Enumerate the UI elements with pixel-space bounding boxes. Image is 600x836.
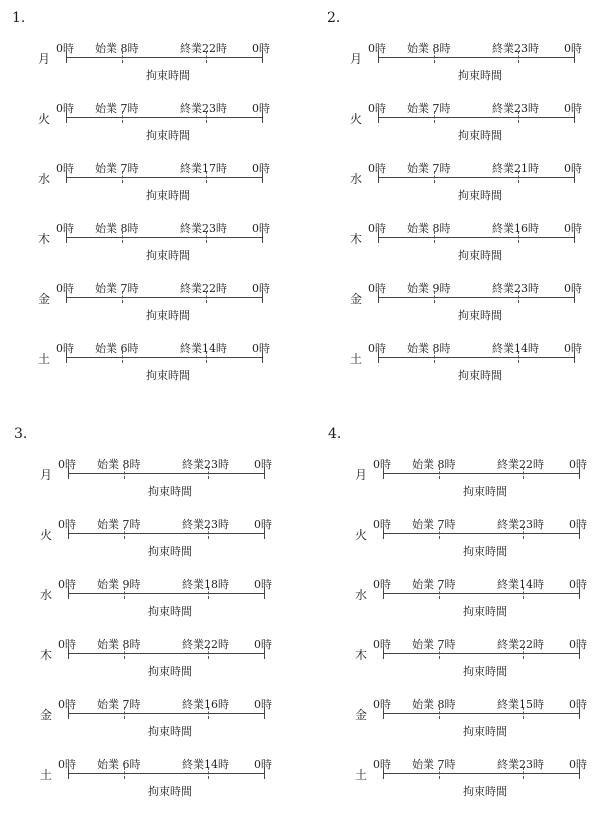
timeline-tick-end (574, 171, 575, 183)
midnight-end-label: 0時 (252, 342, 270, 355)
timeline-tick-work-start (434, 231, 435, 243)
timeline-tick-work-end (523, 587, 524, 599)
day-label: 土 (40, 768, 53, 782)
timeline-tick-work-start (434, 111, 435, 123)
start-time-label: 始業 7時 (95, 162, 139, 175)
restraint-time-caption: 拘束時間 (463, 545, 507, 558)
midnight-start-label: 0時 (58, 458, 76, 471)
timeline-line (68, 773, 264, 774)
timeline-line (383, 473, 579, 474)
timeline-tick-end (262, 171, 263, 183)
timeline-line (378, 177, 574, 178)
timeline-tick-end (262, 231, 263, 243)
timeline-tick-work-start (124, 587, 125, 599)
timeline-line (68, 473, 264, 474)
timeline-tick-work-start (439, 767, 440, 779)
midnight-end-label: 0時 (252, 102, 270, 115)
restraint-time-caption: 拘束時間 (458, 129, 502, 142)
end-time-label: 終業23時 (492, 102, 539, 115)
timeline-tick-end (574, 351, 575, 363)
midnight-end-label: 0時 (254, 578, 272, 591)
timeline-tick-end (574, 231, 575, 243)
start-time-label: 始業 7時 (412, 638, 456, 651)
day-timeline-row (38, 160, 298, 210)
midnight-end-label: 0時 (254, 638, 272, 651)
timeline-tick-start (66, 231, 67, 243)
midnight-start-label: 0時 (58, 518, 76, 531)
timeline-line (66, 117, 262, 118)
timeline-tick-start (378, 171, 379, 183)
timeline-tick-work-start (434, 171, 435, 183)
timeline-tick-end (264, 527, 265, 539)
timeline-tick-work-start (439, 707, 440, 719)
midnight-start-label: 0時 (368, 342, 386, 355)
timeline-tick-end (574, 51, 575, 63)
timeline-line (378, 357, 574, 358)
day-label: 火 (350, 112, 363, 126)
timeline-line (66, 177, 262, 178)
day-label: 火 (355, 528, 368, 542)
midnight-start-label: 0時 (373, 758, 391, 771)
day-timeline-row (350, 160, 600, 210)
timeline-tick-start (66, 351, 67, 363)
day-label: 月 (38, 52, 51, 66)
timeline-tick-work-start (434, 291, 435, 303)
end-time-label: 終業18時 (182, 578, 229, 591)
option-number: 4. (328, 426, 342, 442)
end-time-label: 終業17時 (180, 162, 227, 175)
midnight-end-label: 0時 (564, 162, 582, 175)
midnight-start-label: 0時 (373, 518, 391, 531)
start-time-label: 始業 9時 (97, 578, 141, 591)
timeline-tick-work-end (523, 707, 524, 719)
timeline-tick-work-start (122, 351, 123, 363)
restraint-time-caption: 拘束時間 (463, 785, 507, 798)
restraint-time-caption: 拘束時間 (458, 249, 502, 262)
start-time-label: 始業 9時 (407, 282, 451, 295)
timeline-tick-end (262, 111, 263, 123)
start-time-label: 始業 7時 (95, 282, 139, 295)
day-timeline-row (38, 220, 298, 270)
day-label: 土 (38, 352, 51, 366)
end-time-label: 終業16時 (182, 698, 229, 711)
day-label: 金 (355, 708, 368, 722)
timeline-tick-start (68, 467, 69, 479)
midnight-start-label: 0時 (373, 638, 391, 651)
timeline-tick-work-start (439, 467, 440, 479)
restraint-time-caption: 拘束時間 (146, 189, 190, 202)
midnight-start-label: 0時 (56, 282, 74, 295)
day-label: 水 (40, 588, 53, 602)
start-time-label: 始業 7時 (95, 102, 139, 115)
restraint-time-caption: 拘束時間 (148, 665, 192, 678)
timeline-line (66, 237, 262, 238)
timeline-tick-start (383, 647, 384, 659)
day-timeline-row (355, 456, 600, 506)
midnight-end-label: 0時 (564, 282, 582, 295)
timeline-tick-work-start (124, 707, 125, 719)
timeline-tick-start (383, 707, 384, 719)
day-label: 水 (350, 172, 363, 186)
timeline-tick-start (378, 51, 379, 63)
restraint-time-caption: 拘束時間 (458, 189, 502, 202)
timeline-tick-end (264, 587, 265, 599)
restraint-time-caption: 拘束時間 (463, 485, 507, 498)
day-timeline-row (355, 696, 600, 746)
day-timeline-row (350, 40, 600, 90)
start-time-label: 始業 8時 (95, 222, 139, 235)
midnight-end-label: 0時 (564, 222, 582, 235)
timeline-tick-start (378, 231, 379, 243)
timeline-tick-work-end (206, 231, 207, 243)
end-time-label: 終業23時 (182, 458, 229, 471)
start-time-label: 始業 8時 (407, 222, 451, 235)
midnight-start-label: 0時 (58, 698, 76, 711)
start-time-label: 始業 8時 (407, 342, 451, 355)
midnight-end-label: 0時 (569, 758, 587, 771)
end-time-label: 終業23時 (180, 222, 227, 235)
timeline-line (66, 297, 262, 298)
timeline-tick-work-end (523, 767, 524, 779)
timeline-line (66, 57, 262, 58)
midnight-start-label: 0時 (373, 458, 391, 471)
start-time-label: 始業 7時 (97, 518, 141, 531)
option-3-schedule (40, 456, 300, 836)
restraint-time-caption: 拘束時間 (148, 605, 192, 618)
midnight-start-label: 0時 (56, 342, 74, 355)
day-timeline-row (350, 100, 600, 150)
timeline-tick-start (66, 171, 67, 183)
timeline-tick-end (262, 291, 263, 303)
timeline-tick-start (383, 527, 384, 539)
timeline-line (66, 357, 262, 358)
midnight-end-label: 0時 (569, 698, 587, 711)
restraint-time-caption: 拘束時間 (458, 369, 502, 382)
restraint-time-caption: 拘束時間 (463, 725, 507, 738)
day-timeline-row (40, 756, 300, 806)
restraint-time-caption: 拘束時間 (463, 665, 507, 678)
timeline-tick-start (68, 527, 69, 539)
timeline-tick-end (579, 647, 580, 659)
midnight-end-label: 0時 (252, 162, 270, 175)
start-time-label: 始業 6時 (97, 758, 141, 771)
timeline-tick-work-end (523, 647, 524, 659)
day-timeline-row (350, 340, 600, 390)
timeline-tick-end (579, 527, 580, 539)
day-timeline-row (40, 516, 300, 566)
timeline-tick-work-start (434, 351, 435, 363)
timeline-line (383, 713, 579, 714)
end-time-label: 終業22時 (497, 458, 544, 471)
restraint-time-caption: 拘束時間 (458, 309, 502, 322)
end-time-label: 終業23時 (182, 518, 229, 531)
timeline-tick-work-end (208, 767, 209, 779)
midnight-end-label: 0時 (254, 458, 272, 471)
start-time-label: 始業 7時 (97, 698, 141, 711)
timeline-line (68, 713, 264, 714)
day-timeline-row (40, 636, 300, 686)
restraint-time-caption: 拘束時間 (146, 249, 190, 262)
day-label: 木 (38, 232, 51, 246)
midnight-end-label: 0時 (252, 42, 270, 55)
timeline-tick-work-end (208, 647, 209, 659)
end-time-label: 終業14時 (180, 342, 227, 355)
timeline-tick-work-end (518, 171, 519, 183)
start-time-label: 始業 7時 (412, 518, 456, 531)
day-timeline-row (40, 456, 300, 506)
midnight-start-label: 0時 (58, 638, 76, 651)
day-label: 金 (38, 292, 51, 306)
midnight-end-label: 0時 (254, 698, 272, 711)
restraint-time-caption: 拘束時間 (146, 309, 190, 322)
midnight-start-label: 0時 (368, 102, 386, 115)
end-time-label: 終業22時 (180, 42, 227, 55)
midnight-start-label: 0時 (56, 102, 74, 115)
option-4-schedule (355, 456, 600, 836)
timeline-tick-end (262, 51, 263, 63)
midnight-end-label: 0時 (564, 102, 582, 115)
timeline-tick-start (68, 707, 69, 719)
restraint-time-caption: 拘束時間 (463, 605, 507, 618)
timeline-tick-work-start (122, 111, 123, 123)
start-time-label: 始業 7時 (412, 758, 456, 771)
midnight-start-label: 0時 (373, 698, 391, 711)
timeline-tick-work-start (439, 587, 440, 599)
midnight-end-label: 0時 (569, 578, 587, 591)
midnight-start-label: 0時 (56, 42, 74, 55)
day-timeline-row (350, 280, 600, 330)
end-time-label: 終業15時 (497, 698, 544, 711)
start-time-label: 始業 8時 (97, 638, 141, 651)
timeline-tick-start (383, 587, 384, 599)
end-time-label: 終業14時 (182, 758, 229, 771)
day-label: 木 (355, 648, 368, 662)
end-time-label: 終業16時 (492, 222, 539, 235)
timeline-line (383, 593, 579, 594)
day-label: 木 (350, 232, 363, 246)
timeline-tick-work-end (518, 231, 519, 243)
midnight-end-label: 0時 (569, 518, 587, 531)
timeline-tick-end (579, 587, 580, 599)
midnight-end-label: 0時 (569, 638, 587, 651)
restraint-time-caption: 拘束時間 (148, 545, 192, 558)
timeline-tick-start (68, 767, 69, 779)
day-label: 水 (355, 588, 368, 602)
day-timeline-row (38, 100, 298, 150)
timeline-tick-work-end (206, 111, 207, 123)
end-time-label: 終業22時 (180, 282, 227, 295)
midnight-end-label: 0時 (252, 282, 270, 295)
timeline-tick-work-end (523, 467, 524, 479)
timeline-tick-end (574, 291, 575, 303)
timeline-tick-start (378, 351, 379, 363)
timeline-tick-end (579, 467, 580, 479)
day-timeline-row (40, 696, 300, 746)
midnight-start-label: 0時 (56, 162, 74, 175)
option-number: 1. (12, 10, 26, 26)
timeline-line (383, 773, 579, 774)
midnight-end-label: 0時 (254, 518, 272, 531)
timeline-tick-end (579, 767, 580, 779)
restraint-time-caption: 拘束時間 (146, 369, 190, 382)
option-number: 3. (14, 426, 28, 442)
timeline-tick-work-end (518, 351, 519, 363)
midnight-start-label: 0時 (56, 222, 74, 235)
end-time-label: 終業23時 (497, 758, 544, 771)
restraint-time-caption: 拘束時間 (146, 129, 190, 142)
day-timeline-row (38, 340, 298, 390)
midnight-start-label: 0時 (368, 162, 386, 175)
timeline-line (383, 653, 579, 654)
end-time-label: 終業23時 (497, 518, 544, 531)
start-time-label: 始業 7時 (412, 578, 456, 591)
timeline-tick-end (574, 111, 575, 123)
midnight-start-label: 0時 (373, 578, 391, 591)
start-time-label: 始業 8時 (407, 42, 451, 55)
end-time-label: 終業14時 (497, 578, 544, 591)
option-2-schedule (350, 40, 600, 420)
timeline-line (383, 533, 579, 534)
timeline-tick-work-end (206, 291, 207, 303)
end-time-label: 終業22時 (497, 638, 544, 651)
day-timeline-row (355, 576, 600, 626)
day-label: 火 (38, 112, 51, 126)
end-time-label: 終業23時 (180, 102, 227, 115)
end-time-label: 終業23時 (492, 282, 539, 295)
timeline-line (378, 237, 574, 238)
restraint-time-caption: 拘束時間 (148, 485, 192, 498)
timeline-tick-start (66, 111, 67, 123)
day-timeline-row (355, 516, 600, 566)
timeline-tick-end (264, 707, 265, 719)
timeline-line (378, 117, 574, 118)
day-label: 月 (355, 468, 368, 482)
timeline-tick-end (579, 707, 580, 719)
timeline-tick-work-end (208, 587, 209, 599)
start-time-label: 始業 8時 (412, 698, 456, 711)
timeline-tick-work-end (208, 527, 209, 539)
timeline-tick-work-end (206, 51, 207, 63)
timeline-tick-work-start (124, 467, 125, 479)
timeline-tick-work-start (439, 527, 440, 539)
timeline-tick-start (68, 647, 69, 659)
start-time-label: 始業 7時 (407, 102, 451, 115)
start-time-label: 始業 8時 (97, 458, 141, 471)
midnight-end-label: 0時 (569, 458, 587, 471)
timeline-tick-work-start (124, 527, 125, 539)
timeline-line (378, 297, 574, 298)
restraint-time-caption: 拘束時間 (148, 725, 192, 738)
timeline-tick-work-start (122, 171, 123, 183)
timeline-line (68, 653, 264, 654)
midnight-start-label: 0時 (368, 282, 386, 295)
timeline-tick-work-start (434, 51, 435, 63)
option-1-schedule (38, 40, 298, 420)
timeline-tick-work-start (122, 231, 123, 243)
start-time-label: 始業 8時 (412, 458, 456, 471)
start-time-label: 始業 7時 (407, 162, 451, 175)
start-time-label: 始業 8時 (95, 42, 139, 55)
timeline-tick-work-end (518, 51, 519, 63)
day-timeline-row (38, 40, 298, 90)
midnight-end-label: 0時 (564, 342, 582, 355)
timeline-tick-work-end (206, 171, 207, 183)
restraint-time-caption: 拘束時間 (146, 69, 190, 82)
day-label: 土 (355, 768, 368, 782)
timeline-tick-work-end (206, 351, 207, 363)
day-label: 金 (350, 292, 363, 306)
midnight-end-label: 0時 (564, 42, 582, 55)
timeline-line (68, 533, 264, 534)
midnight-end-label: 0時 (254, 758, 272, 771)
end-time-label: 終業21時 (492, 162, 539, 175)
day-label: 水 (38, 172, 51, 186)
timeline-tick-work-end (208, 707, 209, 719)
day-label: 金 (40, 708, 53, 722)
timeline-tick-start (383, 767, 384, 779)
option-number: 2. (327, 10, 341, 26)
timeline-tick-work-start (439, 647, 440, 659)
day-timeline-row (355, 636, 600, 686)
timeline-tick-work-start (122, 51, 123, 63)
timeline-tick-work-start (124, 767, 125, 779)
timeline-tick-start (378, 111, 379, 123)
timeline-tick-end (264, 467, 265, 479)
day-timeline-row (355, 756, 600, 806)
timeline-tick-start (66, 291, 67, 303)
timeline-line (378, 57, 574, 58)
midnight-start-label: 0時 (58, 578, 76, 591)
day-label: 月 (350, 52, 363, 66)
end-time-label: 終業22時 (182, 638, 229, 651)
timeline-tick-work-end (518, 291, 519, 303)
midnight-start-label: 0時 (368, 222, 386, 235)
day-label: 木 (40, 648, 53, 662)
timeline-tick-work-end (518, 111, 519, 123)
timeline-tick-work-end (523, 527, 524, 539)
timeline-tick-start (383, 467, 384, 479)
timeline-tick-start (378, 291, 379, 303)
day-label: 火 (40, 528, 53, 542)
day-timeline-row (38, 280, 298, 330)
midnight-end-label: 0時 (252, 222, 270, 235)
timeline-tick-end (262, 351, 263, 363)
timeline-tick-end (264, 647, 265, 659)
timeline-tick-start (66, 51, 67, 63)
start-time-label: 始業 6時 (95, 342, 139, 355)
day-label: 月 (40, 468, 53, 482)
timeline-tick-work-end (208, 467, 209, 479)
midnight-start-label: 0時 (368, 42, 386, 55)
timeline-tick-start (68, 587, 69, 599)
midnight-start-label: 0時 (58, 758, 76, 771)
restraint-time-caption: 拘束時間 (458, 69, 502, 82)
day-timeline-row (40, 576, 300, 626)
timeline-tick-end (264, 767, 265, 779)
day-timeline-row (350, 220, 600, 270)
restraint-time-caption: 拘束時間 (148, 785, 192, 798)
end-time-label: 終業23時 (492, 42, 539, 55)
timeline-tick-work-start (122, 291, 123, 303)
day-label: 土 (350, 352, 363, 366)
timeline-line (68, 593, 264, 594)
timeline-tick-work-start (124, 647, 125, 659)
end-time-label: 終業14時 (492, 342, 539, 355)
